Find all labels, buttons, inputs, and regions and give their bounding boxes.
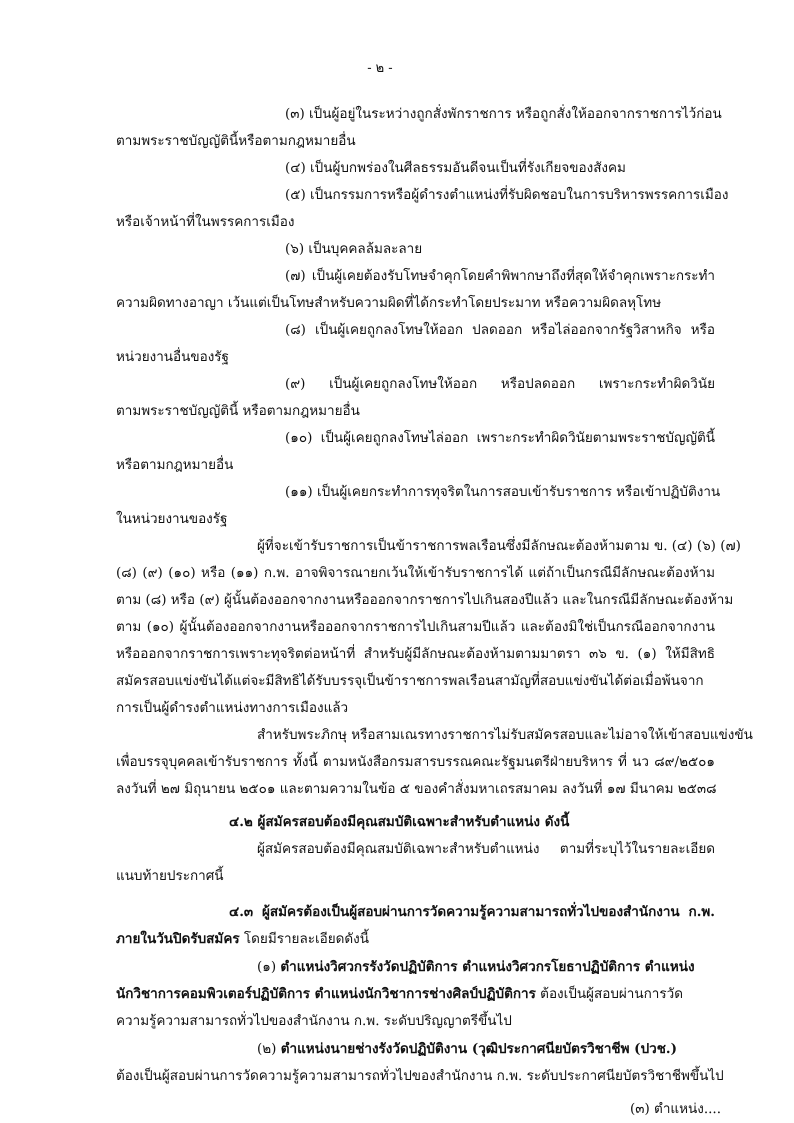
subitem-1-requirement: ต้องเป็นผู้สอบผ่านการวัด (535, 986, 683, 1002)
section-4-2-text: ผู้สมัครสอบต้องมีคุณสมบัติเฉพาะสำหรับตำแหน่ง ตามที่ระบุไว้ในรายละเอียด (257, 841, 715, 857)
item-6: (๖) เป็นบุคคลล้มละลาย (285, 241, 423, 257)
monk-para-line-2: เพื่อบรรจุบุคคลเข้ารับราชการ ทั้งนี้ ตามหนังสือกรมสารบรรณคณะรัฐมนตรีฝ่ายบริหาร ที่ นว ๘๙/๒๕๐๑ (116, 754, 715, 770)
subitem-1-number: (๑) (257, 959, 281, 975)
item-8: (๘) เป็นผู้เคยถูกลงโทษให้ออก ปลดออก หรือไล่ออกจากรัฐวิสาหกิจ หรือ (285, 322, 715, 338)
item-7: (๗) เป็นผู้เคยต้องรับโทษจำคุกโดยคำพิพากษาถึงที่สุดให้จำคุกเพราะกระทำ (285, 268, 715, 284)
exemption-para-line-1: ผู้ที่จะเข้ารับราชการเป็นข้าราชการพลเรือนซึ่งมีลักษณะต้องห้ามตาม ข. (๔) (๖) (๗) (257, 538, 741, 554)
subitem-1-positions-cont: นักวิชาการคอมพิวเตอร์ปฏิบัติการ ตำแหน่งนักวิชาการช่างศิลป์ปฏิบัติการ (116, 986, 536, 1002)
item-4: (๔) เป็นผู้บกพร่องในศีลธรรมอันดีจนเป็นที่รังเกียจของสังคม (285, 160, 626, 176)
exemption-para-line-3: ตาม (๘) หรือ (๙) ผู้นั้นต้องออกจากงานหรือออกจากราชการไปเกินสองปีแล้ว และในกรณีมีลักษณะต้องห้าม (116, 592, 734, 608)
section-4-3-detail: โดยมีรายละเอียดดังนี้ (239, 931, 369, 947)
section-4-3-deadline: ภายในวันปิดรับสมัคร (116, 931, 240, 947)
item-7-cont: ความผิดทางอาญา เว้นแต่เป็นโทษสำหรับความผิดที่ได้กระทำโดยประมาท หรือความผิดลหุโทษ (116, 295, 662, 311)
item-8-cont: หน่วยงานอื่นของรัฐ (116, 349, 229, 365)
section-4-3-heading: ๔.๓ ผู้สมัครต้องเป็นผู้สอบผ่านการวัดความรู้ความสามารถทั่วไปของสำนักงาน ก.พ. (229, 904, 715, 920)
item-9: (๙) เป็นผู้เคยถูกลงโทษให้ออก หรือปลดออก เพราะกระทำผิดวินัย (285, 376, 715, 392)
subitem-2-line-1 (257, 1043, 677, 1057)
exemption-para-line-2: (๘) (๙) (๑๐) หรือ (๑๑) ก.พ. อาจพิจารณายกเว้นให้เข้ารับราชการได้ แต่ถ้าเป็นกรณีมีลักษณะต้องห้าม (116, 565, 715, 581)
subitem-1-line-2 (116, 988, 683, 1002)
item-3: (๓) เป็นผู้อยู่ในระหว่างถูกสั่งพักราชการ หรือถูกสั่งให้ออกจากราชการไว้ก่อน (285, 106, 722, 122)
continuation-note: (๓) ตำแหน่ง.... (630, 1101, 721, 1117)
section-4-2-text-cont: แนบท้ายประกาศนี้ (116, 868, 224, 884)
subitem-2-number: (๒) (257, 1041, 281, 1057)
exemption-para-line-6: สมัครสอบแข่งขันได้แต่จะมีสิทธิได้รับบรรจุเป็นข้าราชการพลเรือนสามัญที่สอบแข่งขันได้ต่อเมื่อพ้นจาก (116, 673, 704, 689)
exemption-para-line-4: ตาม (๑๐) ผู้นั้นต้องออกจากงานหรือออกจากราชการไปเกินสามปีแล้ว และต้องมิใช่เป็นกรณีออกจากงาน (116, 619, 715, 635)
page-number: - ๒ - (367, 60, 393, 76)
item-10: (๑๐) เป็นผู้เคยถูกลงโทษไล่ออก เพราะกระทำผิดวินัยตามพระราชบัญญัตินี้ (285, 430, 715, 446)
item-5-cont: หรือเจ้าหน้าที่ในพรรคการเมือง (116, 214, 295, 230)
monk-para-line-1: สำหรับพระภิกษุ หรือสามเณรทางราชการไม่รับสมัครสอบและไม่อาจให้เข้าสอบแข่งขัน (257, 727, 753, 743)
subitem-1-line-1 (257, 961, 695, 975)
item-10-cont: หรือตามกฎหมายอื่น (116, 457, 234, 473)
monk-para-line-3: ลงวันที่ ๒๗ มิถุนายน ๒๕๐๑ และตามความในข้อ ๕ ของคำสั่งมหาเถรสมาคม ลงวันที่ ๑๗ มีนาคม ๒๕๓๘ (116, 781, 717, 797)
section-4-2-heading: ๔.๒ ผู้สมัครสอบต้องมีคุณสมบัติเฉพาะสำหรับตำแหน่ง ดังนี้ (229, 814, 570, 830)
item-5: (๕) เป็นกรรมการหรือผู้ดำรงตำแหน่งที่รับผิดชอบในการบริหารพรรคการเมือง (285, 187, 729, 203)
item-11: (๑๑) เป็นผู้เคยกระทำการทุจริตในการสอบเข้ารับราชการ หรือเข้าปฏิบัติงาน (285, 484, 721, 500)
section-4-3-heading-cont (116, 933, 369, 947)
subitem-2-line-2: ต้องเป็นผู้สอบผ่านการวัดความรู้ความสามารถทั่วไปของสำนักงาน ก.พ. ระดับประกาศนียบัตรวิชาชีพขึ้นไป (116, 1068, 724, 1084)
item-9-cont: ตามพระราชบัญญัตินี้ หรือตามกฎหมายอื่น (116, 403, 360, 419)
exemption-para-line-7: การเป็นผู้ดำรงตำแหน่งทางการเมืองแล้ว (116, 700, 349, 716)
subitem-1-positions: ตำแหน่งวิศวกรรังวัดปฏิบัติการ ตำแหน่งวิศวกรโยธาปฏิบัติการ ตำแหน่ง (280, 959, 695, 975)
subitem-2-position: ตำแหน่งนายช่างรังวัดปฏิบัติงาน (วุฒิประกาศนียบัตรวิชาชีพ (ปวช.) (280, 1041, 677, 1057)
item-3-cont: ตามพระราชบัญญัตินี้หรือตามกฎหมายอื่น (116, 133, 356, 149)
item-11-cont: ในหน่วยงานของรัฐ (116, 511, 228, 527)
exemption-para-line-5: หรือออกจากราชการเพราะทุจริตต่อหน้าที่ สำหรับผู้มีลักษณะต้องห้ามตามมาตรา ๓๖ ข. (๑) ให้มีสิทธิ (116, 646, 715, 662)
subitem-1-line-3: ความรู้ความสามารถทั่วไปของสำนักงาน ก.พ. ระดับปริญญาตรีขึ้นไป (116, 1013, 512, 1029)
